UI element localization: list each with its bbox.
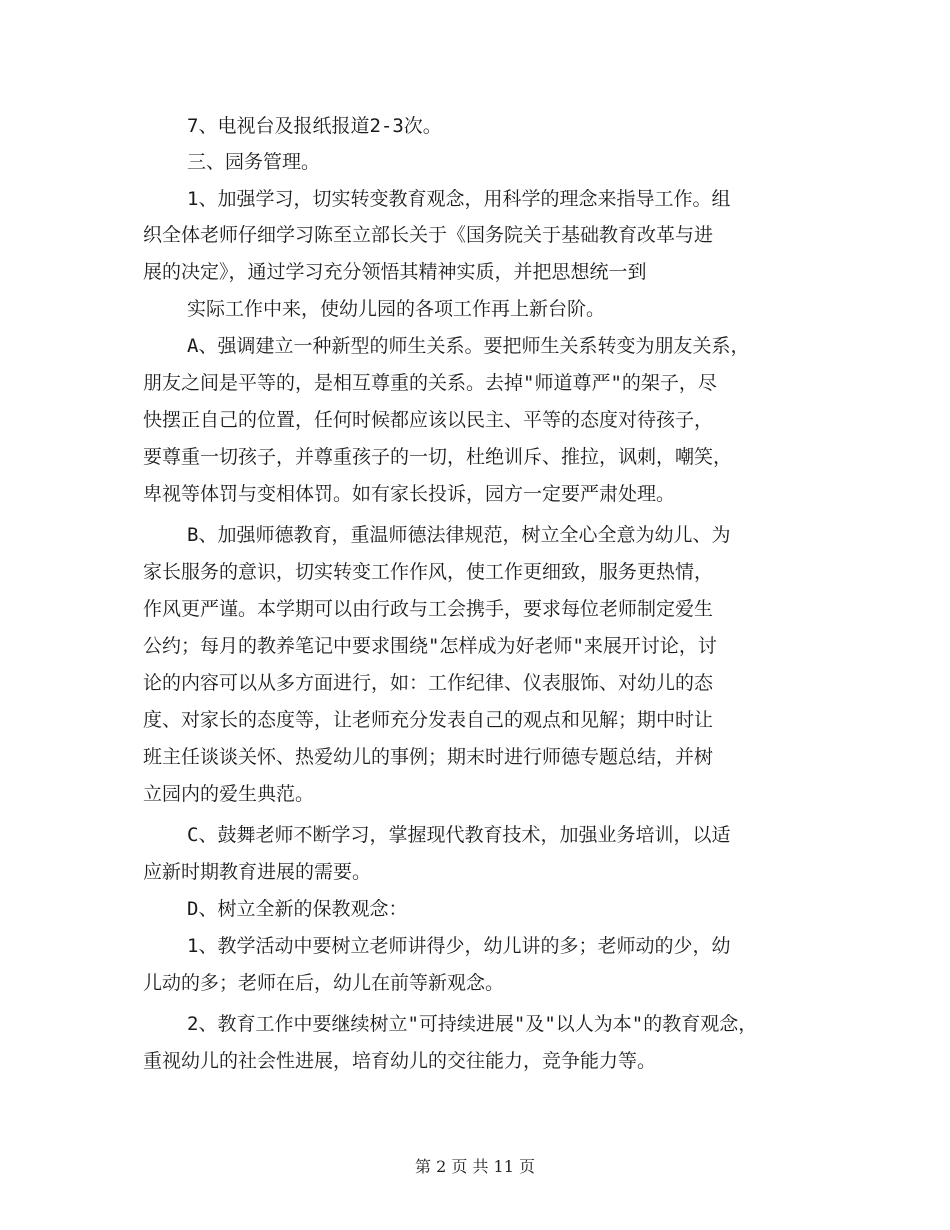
text-line: 快摆正自己的位置，任何时候都应该以民主、平等的态度对待孩子，: [143, 409, 714, 431]
text-line: 要尊重一切孩子，并尊重孩子的一切，杜绝训斥、推拉，讽刺，嘲笑，: [143, 446, 733, 468]
text-line: A、强调建立一种新型的师生关系。要把师生关系转变为朋友关系，: [187, 335, 750, 357]
text-line: 论的内容可以从多方面进行，如：工作纪律、仪表服饰、对幼儿的态: [143, 672, 714, 694]
text-line: B、加强师德教育，重温师德法律规范，树立全心全意为幼儿、为: [187, 524, 731, 546]
text-line: 实际工作中来，使幼儿园的各项工作再上新台阶。: [187, 298, 606, 320]
text-line: 朋友之间是平等的，是相互尊重的关系。去掉"师道尊严"的架子，尽: [143, 372, 717, 394]
text-line: D、树立全新的保教观念：: [187, 898, 408, 920]
text-line: 1、教学活动中要树立老师讲得少，幼儿讲的多；老师动的少，幼: [187, 935, 731, 957]
text-line: 立园内的爱生典范。: [143, 783, 315, 805]
text-line: 7、电视台及报纸报道2-3次。: [187, 115, 442, 137]
text-line: 应新时期教育进展的需要。: [143, 861, 372, 883]
text-line: 公约；每月的教养笔记中要求围绕"怎样成为好老师"来展开讨论，讨: [143, 635, 717, 657]
text-line: 织全体老师仔细学习陈至立部长关于《国务院关于基础教育改革与进: [143, 224, 714, 246]
text-line: 作风更严谨。本学期可以由行政与工会携手，要求每位老师制定爱生: [143, 598, 714, 620]
text-line: 儿动的多；老师在后，幼儿在前等新观念。: [143, 972, 505, 994]
text-line: 1、加强学习，切实转变教育观念，用科学的理念来指导工作。组: [187, 188, 731, 210]
text-line: C、鼓舞老师不断学习，掌握现代教育技术，加强业务培训，以适: [187, 824, 731, 846]
text-line: 度、对家长的态度等，让老师充分发表自己的观点和见解；期中时让: [143, 709, 714, 731]
text-line: 展的决定》，通过学习充分领悟其精神实质，并把思想统一到: [143, 261, 647, 283]
text-line: 重视幼儿的社会性进展，培育幼儿的交往能力，竞争能力等。: [143, 1050, 657, 1072]
text-line: 家长服务的意识，切实转变工作作风，使工作更细致，服务更热情，: [143, 561, 714, 583]
text-line: 班主任谈谈关怀、热爱幼儿的事例；期末时进行师德专题总结，并树: [143, 746, 714, 768]
text-line: 2、教育工作中要继续树立"可持续进展"及"以人为本"的教育观念，: [187, 1013, 758, 1035]
text-line: 卑视等体罚与变相体罚。如有家长投诉，园方一定要严肃处理。: [143, 483, 676, 505]
section-heading: 三、园务管理。: [187, 151, 321, 173]
page-number-footer: 第 2 页 共 11 页: [415, 1157, 535, 1176]
